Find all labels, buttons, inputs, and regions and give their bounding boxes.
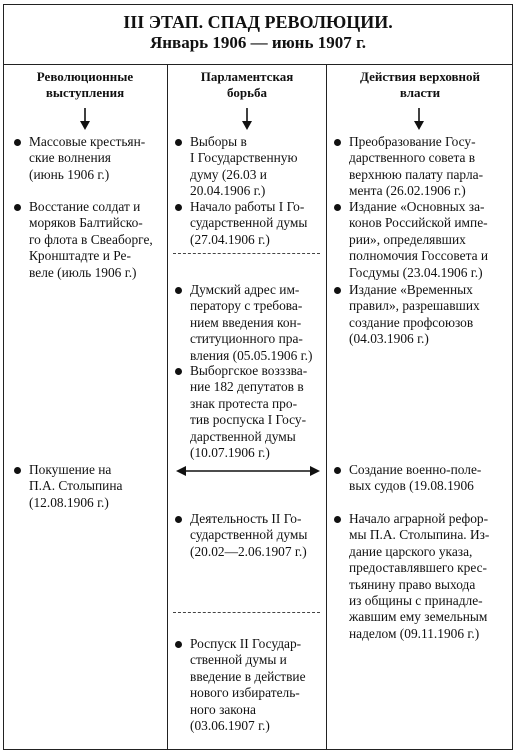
- item-text: Начало работы I Го- сударственной думы (27.04.1906 г.): [190, 199, 308, 247]
- item-text: Думский адрес им- ператору с требова- нием введения кон- ституционного пра- вления (05.05.1906 г.): [190, 282, 313, 363]
- list-item: [334, 282, 512, 348]
- bullet-icon: [14, 139, 21, 146]
- list-item: [175, 282, 325, 364]
- list-item: [175, 636, 325, 734]
- bullet-icon: [175, 641, 182, 648]
- down-arrow-icon: [413, 108, 425, 130]
- bullet-icon: [14, 204, 21, 211]
- column-divider-1: [167, 64, 168, 750]
- item-text: Массовые крестьян- ские волнения (июнь 1906 г.): [29, 134, 146, 182]
- item-text: Выборы в I Государственную думу (26.03 и 20.04.1906 г.): [190, 134, 298, 199]
- item-text: Преобразование Госу- дарственного совета в верхнюю палату парла- мента (26.02.1906 г.): [349, 134, 484, 199]
- bullet-icon: [175, 287, 182, 294]
- down-arrow-icon: [241, 108, 253, 130]
- list-item: [175, 199, 325, 248]
- item-text: Создание военно-поле- вых судов (19.08.1906: [349, 462, 482, 494]
- item-text: Выборгское возззва- ние 182 депутатов в знак протеста про- тив роспуска I Госу- дарственной думы (10.07.1906 г.): [190, 363, 308, 461]
- bullet-icon: [175, 139, 182, 146]
- bullet-icon: [175, 368, 182, 375]
- bullet-icon: [334, 516, 341, 523]
- bullet-icon: [14, 467, 21, 474]
- item-text: Роспуск II Государ- ственной думы и введение в действие нового избиратель- ного закона (03.06.1907 г.): [190, 636, 306, 734]
- down-arrow-icon: [79, 108, 91, 130]
- item-text: Покушение на П.А. Столыпина (12.08.1906 г.): [29, 462, 123, 510]
- item-text: Издание «Временных правил», разрешавших создание профсоюзов (04.03.1906 г.): [349, 282, 480, 347]
- bullet-icon: [334, 287, 341, 294]
- list-item: [334, 462, 512, 495]
- item-text: Деятельность II Го- сударственной думы (20.02—2.06.1907 г.): [190, 511, 308, 559]
- list-item: [14, 462, 164, 511]
- column-header-revolutionary: Революционные выступления: [36, 69, 134, 100]
- bullet-icon: [175, 204, 182, 211]
- list-item: [175, 511, 325, 560]
- item-text: Восстание солдат и моряков Балтийско- го флота в Свеаборге, Кронштадте и Ре- веле (июль 1906 г.): [29, 199, 153, 280]
- column-header-parliament: Парламентская борьба: [200, 69, 294, 100]
- list-item: [334, 511, 512, 642]
- list-item: [175, 363, 325, 461]
- bullet-icon: [334, 139, 341, 146]
- list-item: [334, 199, 512, 281]
- bullet-icon: [175, 516, 182, 523]
- page-title: III ЭТАП. СПАД РЕВОЛЮЦИИ.: [123, 12, 393, 32]
- item-text: Начало аграрной рефор- мы П.А. Столыпина. Из- дание царского указа, предоставлявшего крес- тьянину право выхода из общины с принадле- жавшим ему земельным наделом (09.11.1906 г.): [349, 511, 490, 641]
- item-text: Издание «Основных за- конов Российской импе- рии», определявших полномочия Госсовета и Госдумы (23.04.1906 г.): [349, 199, 489, 280]
- header-divider: [3, 64, 513, 65]
- column-divider-2: [326, 64, 327, 750]
- dashed-separator: [173, 253, 320, 254]
- column-header-authority: Действия верховной власти: [359, 69, 480, 100]
- list-item: [334, 134, 512, 200]
- bullet-icon: [334, 204, 341, 211]
- page-subtitle: Январь 1906 — июнь 1907 г.: [149, 33, 367, 52]
- dashed-separator: [173, 612, 320, 613]
- list-item: [14, 134, 164, 183]
- list-item: [175, 134, 325, 200]
- list-item: [14, 199, 164, 281]
- double-arrow-icon: [176, 464, 320, 478]
- bullet-icon: [334, 467, 341, 474]
